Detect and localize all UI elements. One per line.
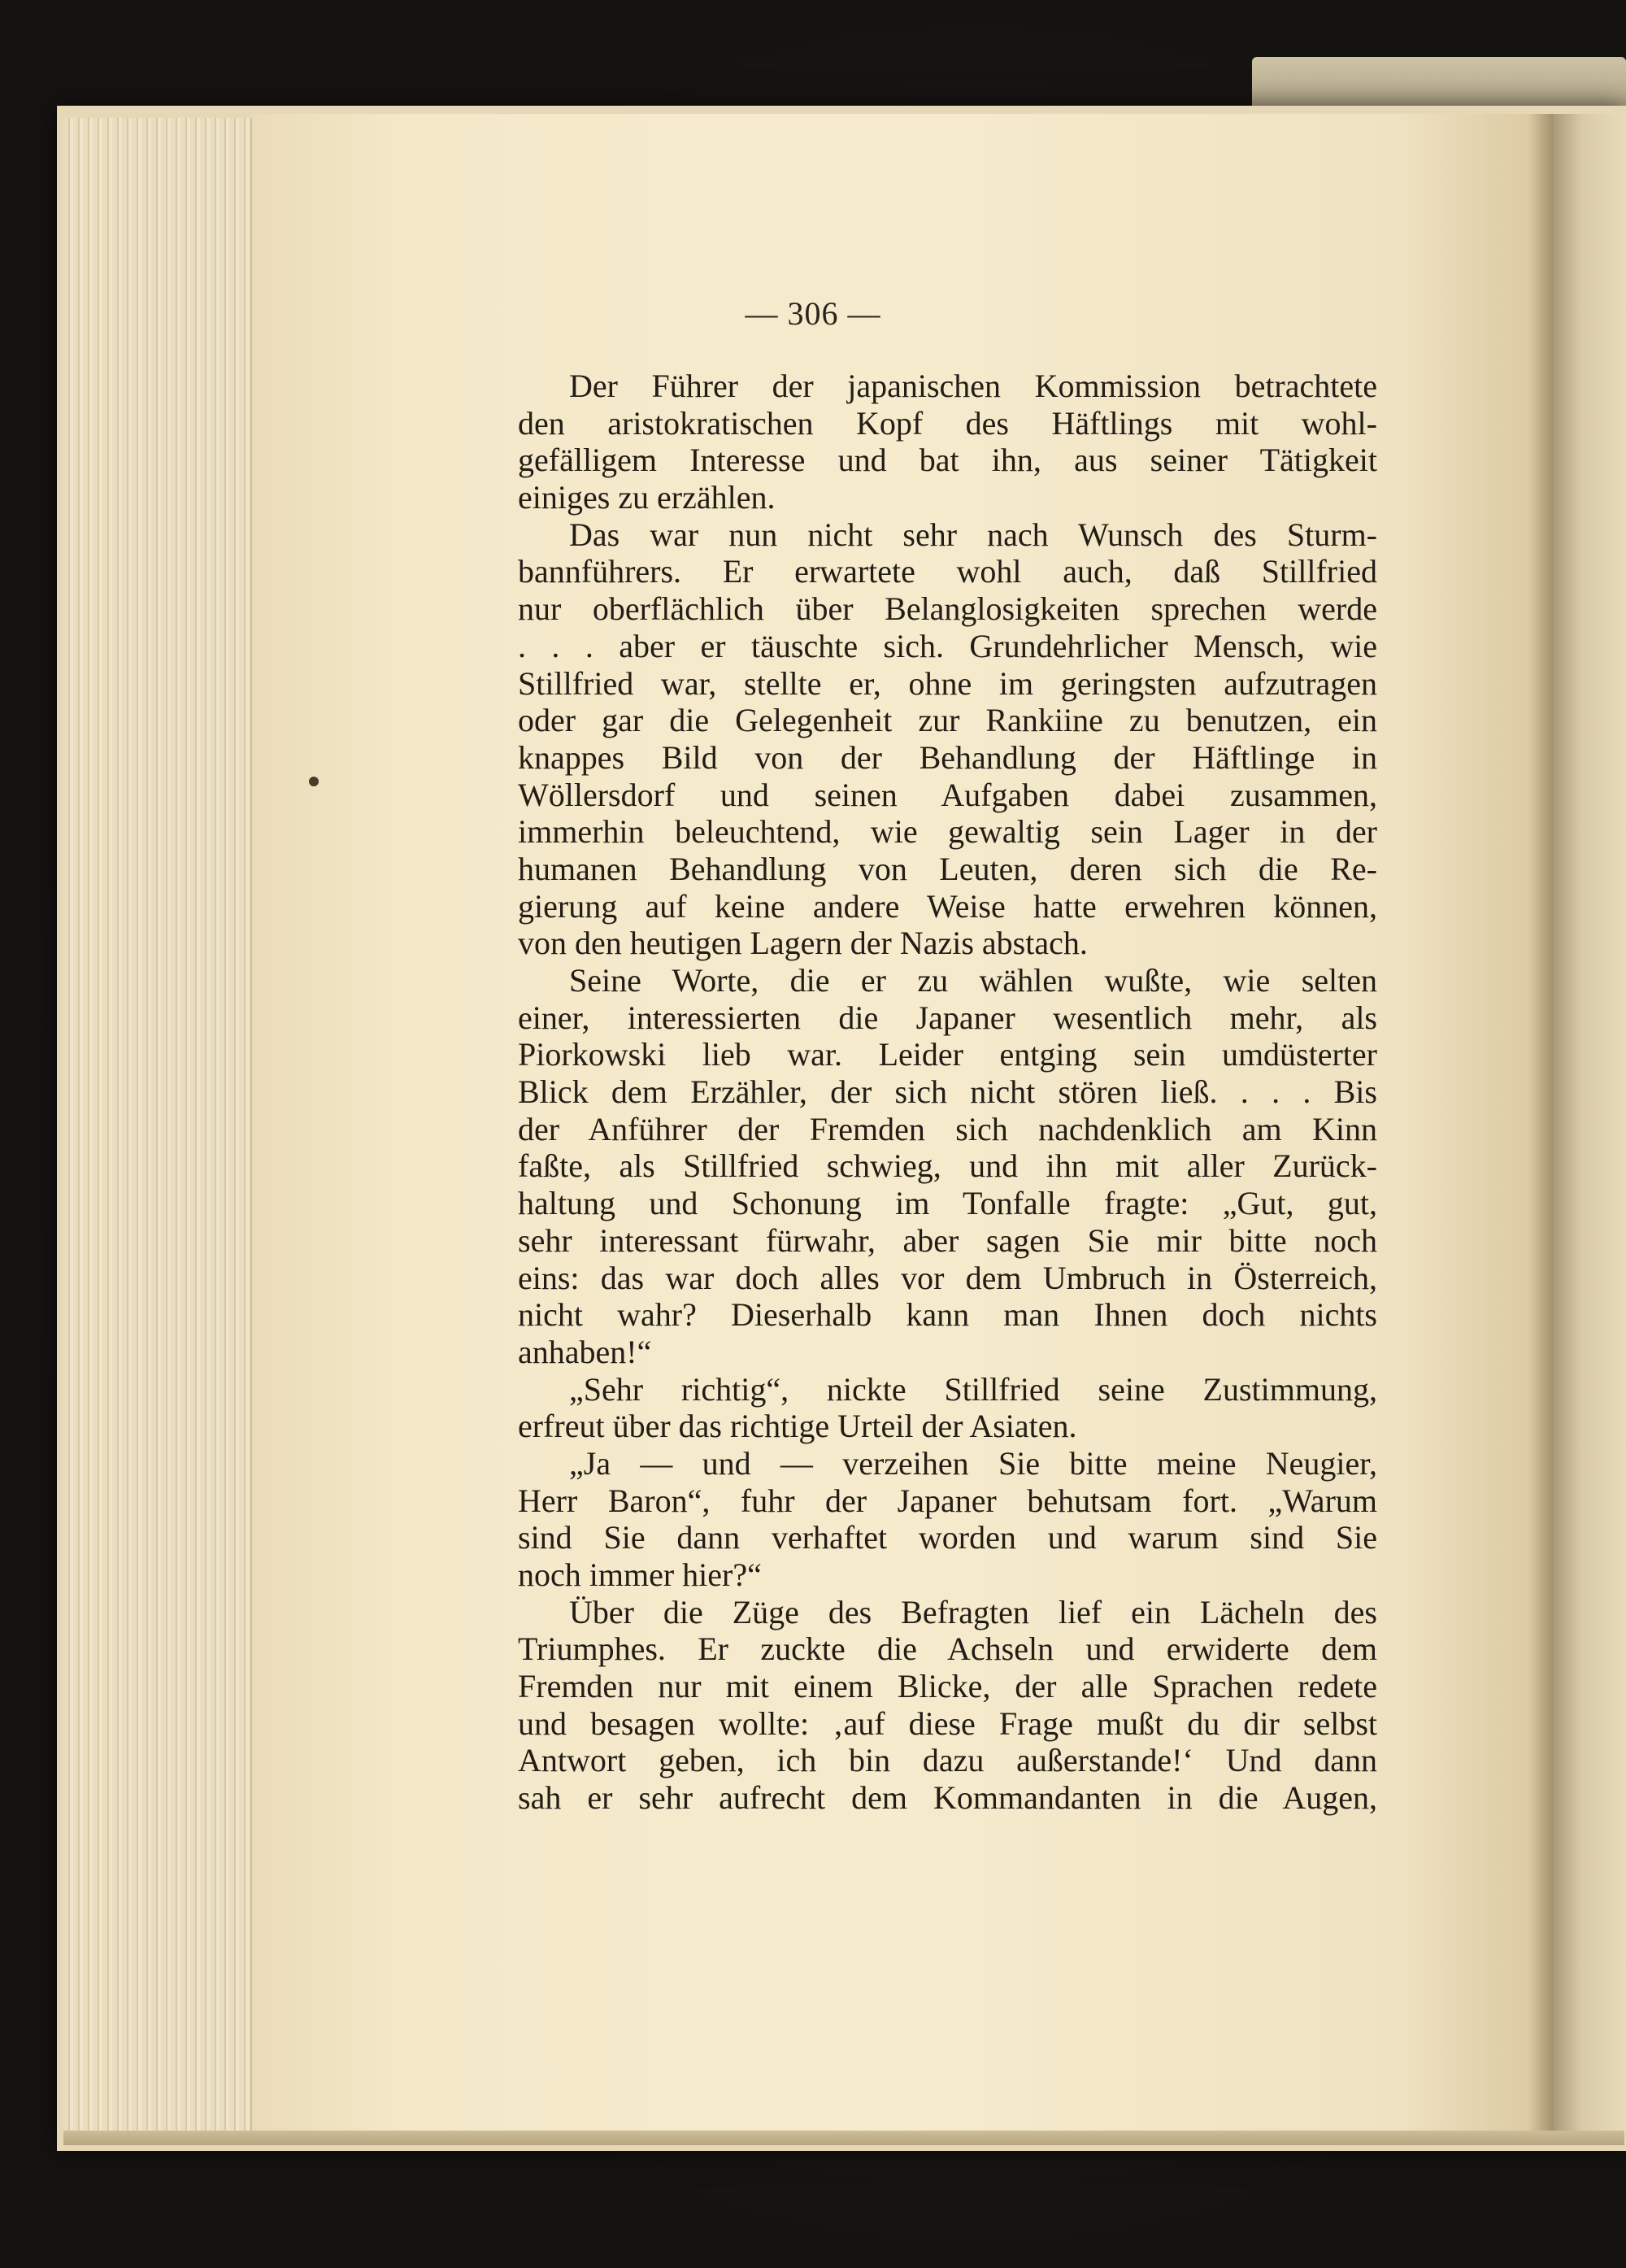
book-bottom-edge	[63, 2131, 1624, 2145]
text-line: Seine Worte, die er zu wählen wußte, wie selten	[569, 962, 1377, 999]
text-line: und besagen wollte: ‚auf diese Frage mußt du dir selbst	[518, 1704, 1377, 1742]
text-line: anhaben!“	[518, 1333, 652, 1370]
text-line: Der Führer der japanischen Kommission betrachtete	[569, 368, 1377, 404]
text-line: nicht wahr? Dieserhalb kann man Ihnen doch nichts	[518, 1296, 1377, 1334]
text-line: sehr interessant fürwahr, aber sagen Sie mir bitte noch	[518, 1221, 1377, 1259]
text-line: Herr Baron“, fuhr der Japaner behutsam fort. „Warum	[518, 1482, 1377, 1519]
text-line: Antwort geben, ich bin dazu außerstande!‘ Und dann	[518, 1742, 1377, 1779]
text-line: Blick dem Erzähler, der sich nicht stören ließ. . . . Bis	[518, 1073, 1377, 1111]
page-number: — 306 —	[745, 295, 881, 332]
text-line: gefälligem Interesse und bat ihn, aus seiner Tätigkeit	[518, 442, 1377, 479]
text-line: haltung und Schonung im Tonfalle fragte: „Gut, gut,	[518, 1185, 1377, 1222]
text-line: eins: das war doch alles vor dem Umbruch in Österreich,	[518, 1259, 1377, 1296]
text-line: humanen Behandlung von Leuten, deren sich die Re-	[518, 850, 1377, 887]
text-line: noch immer hier?“	[518, 1556, 762, 1593]
facing-page-edge	[1553, 114, 1626, 2139]
text-line: oder gar die Gelegenheit zur Rankiine zu benutzen, ein	[518, 702, 1377, 739]
text-line: Piorkowski lieb war. Leider entging sein umdüsterter	[518, 1036, 1377, 1073]
paper-speck	[309, 777, 319, 786]
text-line: Über die Züge des Befragten lief ein Lächeln des	[569, 1593, 1377, 1630]
text-line: erfreut über das richtige Urteil der Asiaten.	[518, 1408, 1077, 1445]
text-line: Stillfried war, stellte er, ohne im geringsten aufzutragen	[518, 664, 1377, 702]
text-line: . . . aber er täuschte sich. Grundehrlicher Mensch, wie	[518, 627, 1377, 664]
text-line: der Anführer der Fremden sich nachdenklich am Kinn	[518, 1110, 1377, 1147]
text-line: von den heutigen Lagern der Nazis abstach.	[518, 925, 1088, 962]
page-stack-edge	[63, 118, 252, 2135]
text-line: den aristokratischen Kopf des Häftlings mit wohl-	[518, 404, 1377, 442]
text-line: nur oberflächlich über Belanglosigkeiten sprechen werde	[518, 590, 1377, 628]
book-gutter	[1528, 114, 1553, 2139]
text-line: faßte, als Stillfried schwieg, und ihn mit aller Zurück-	[518, 1147, 1377, 1185]
body-text	[518, 368, 1377, 1817]
text-line: immerhin beleuchtend, wie gewaltig sein Lager in der	[518, 813, 1377, 851]
text-line: „Ja — und — verzeihen Sie bitte meine Neugier,	[569, 1444, 1377, 1482]
text-line: einer, interessierten die Japaner wesentlich mehr, als	[518, 999, 1377, 1036]
text-line: einiges zu erzählen.	[518, 479, 776, 516]
text-line: sah er sehr aufrecht dem Kommandanten in die Augen,	[518, 1779, 1377, 1817]
text-line: gierung auf keine andere Weise hatte erwehren können,	[518, 887, 1377, 925]
text-line: knappes Bild von der Behandlung der Häftlinge in	[518, 738, 1377, 776]
text-line: Wöllersdorf und seinen Aufgaben dabei zusammen,	[518, 776, 1377, 813]
text-line: bannführers. Er erwartete wohl auch, daß Stillfried	[518, 553, 1377, 590]
text-line: sind Sie dann verhaftet worden und warum sind Sie	[518, 1519, 1377, 1556]
text-line: Triumphes. Er zuckte die Achseln und erwiderte dem	[518, 1630, 1377, 1668]
text-line: Das war nun nicht sehr nach Wunsch des Sturm-	[569, 516, 1377, 553]
text-line: Fremden nur mit einem Blicke, der alle Sprachen redete	[518, 1668, 1377, 1705]
text-line: „Sehr richtig“, nickte Stillfried seine Zustimmung,	[569, 1370, 1377, 1408]
